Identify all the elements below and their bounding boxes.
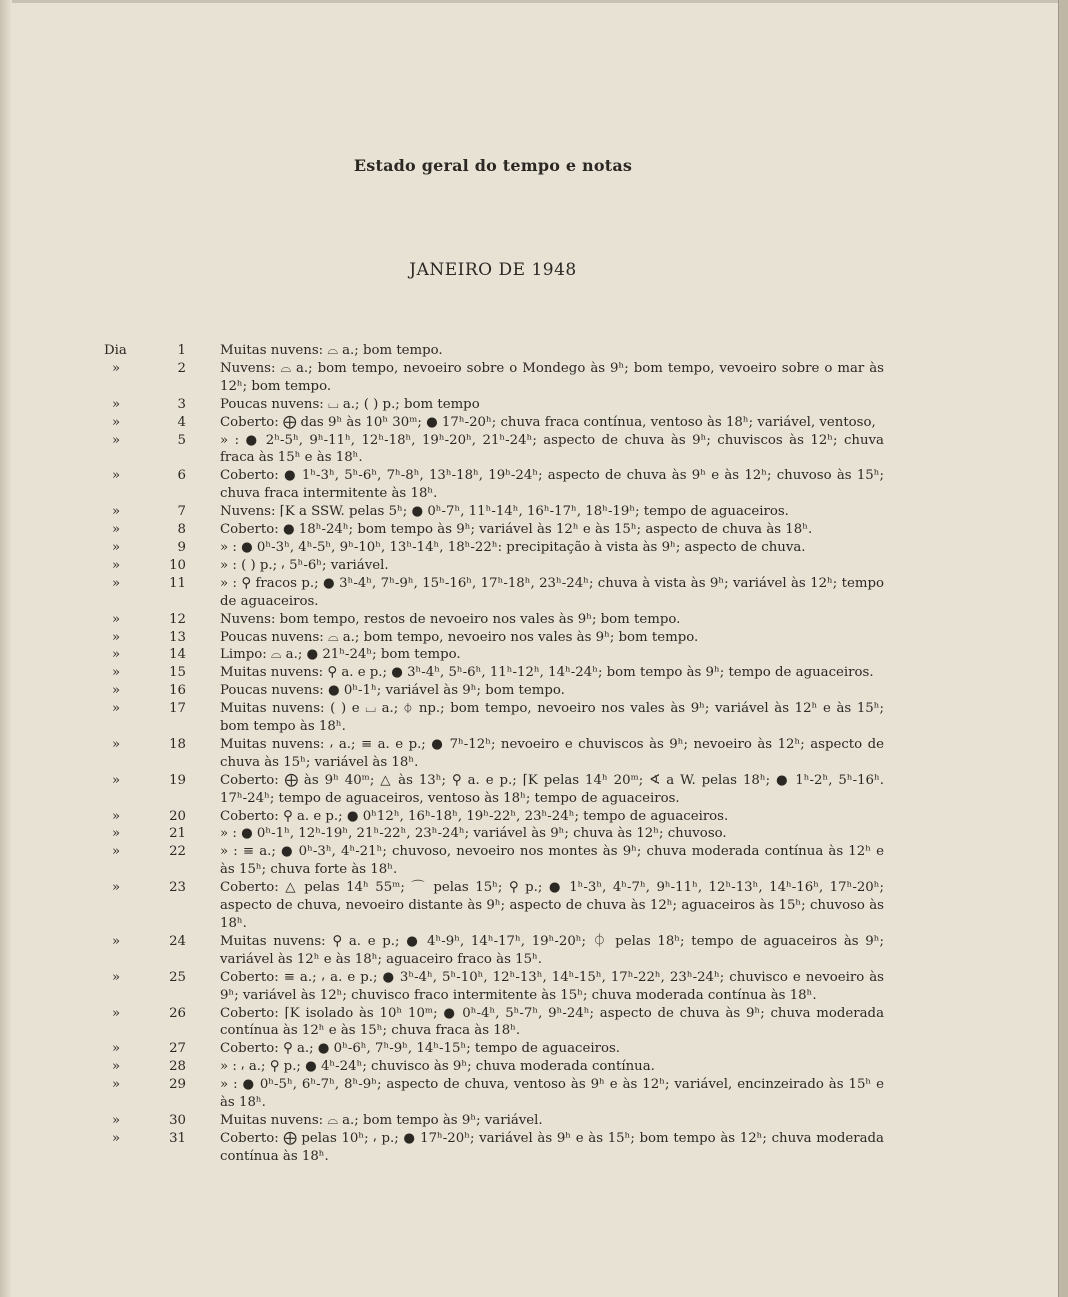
page-edge-top <box>0 0 1068 3</box>
day-entry <box>104 1076 884 1112</box>
day-weather-text: Muitas nuvens: ⚲ a. e p.; ● 3ʰ-4ʰ, 5ʰ-6ʰ, 11ʰ-12ʰ, 14ʰ-24ʰ; bom tempo às 9ʰ; tempo de aguaceiros. <box>220 665 874 681</box>
day-number: 20 <box>169 808 186 824</box>
day-entry <box>104 521 884 539</box>
day-entry <box>104 611 884 629</box>
ditto-mark: » <box>112 557 121 573</box>
day-weather-text: Muitas nuvens: ⌓ a.; bom tempo. <box>220 343 443 358</box>
day-weather-text: » : ● 2ʰ-5ʰ, 9ʰ-11ʰ, 12ʰ-18ʰ, 19ʰ-20ʰ, 21ʰ-24ʰ; aspecto de chuva às 9ʰ; chuviscos às 12ʰ; chuva fraca às 15ʰ e às 18ʰ. <box>220 432 884 466</box>
ditto-mark: » <box>112 1077 121 1093</box>
day-weather-text: » : ⚲ fracos p.; ● 3ʰ-4ʰ, 7ʰ-9ʰ, 15ʰ-16ʰ, 17ʰ-18ʰ, 23ʰ-24ʰ; chuva à vista às 9ʰ; variável às 12ʰ; tempo de aguaceiros. <box>220 575 884 609</box>
ditto-mark: » <box>112 629 121 645</box>
ditto-mark: » <box>112 504 121 520</box>
day-number: 10 <box>169 557 186 573</box>
day-number: 16 <box>169 683 186 699</box>
day-entry <box>104 808 884 826</box>
day-entry <box>104 575 884 611</box>
day-entry <box>104 414 884 432</box>
weather-entries <box>104 342 884 1166</box>
ditto-mark: » <box>112 522 121 538</box>
day-weather-text: Poucas nuvens: ⌓ a.; bom tempo, nevoeiro nos vales às 9ʰ; bom tempo. <box>220 629 699 645</box>
day-entry <box>104 736 884 772</box>
day-number: 21 <box>169 826 186 842</box>
day-weather-text: Coberto: ⨁ das 9ʰ às 10ʰ 30ᵐ; ● 17ʰ-20ʰ; chuva fraca contínua, ventoso às 18ʰ; variável, ventoso, <box>220 414 876 430</box>
day-number: 18 <box>169 736 186 752</box>
day-entry <box>104 629 884 647</box>
day-weather-text: Poucas nuvens: ⌴ a.; ( ) p.; bom tempo <box>220 396 480 412</box>
ditto-mark: » <box>112 683 121 699</box>
day-entry <box>104 342 884 360</box>
day-entry <box>104 1130 884 1166</box>
month-title: JANEIRO DE 1948 <box>409 260 577 280</box>
day-entry <box>104 843 884 879</box>
ditto-mark: » <box>112 736 121 752</box>
ditto-mark: » <box>112 1130 121 1146</box>
day-number: 30 <box>169 1112 186 1128</box>
day-number: 5 <box>177 432 186 448</box>
day-weather-text: Muitas nuvens: ⌓ a.; bom tempo às 9ʰ; variável. <box>220 1112 543 1128</box>
day-entry <box>104 396 884 414</box>
day-weather-text: Poucas nuvens: ● 0ʰ-1ʰ; variável às 9ʰ; bom tempo. <box>220 683 565 699</box>
day-weather-text: Nuvens: ⌓ a.; bom tempo, nevoeiro sobre o Mondego às 9ʰ; bom tempo, vevoeiro sobre o mar às 12ʰ; bom tempo. <box>220 360 884 394</box>
day-number: 19 <box>169 772 186 788</box>
day-number: 17 <box>169 701 186 717</box>
day-weather-text: » : ⸴ a.; ⚲ p.; ● 4ʰ-24ʰ; chuvisco às 9ʰ; chuva moderada contínua. <box>220 1059 655 1075</box>
day-number: 13 <box>169 629 186 645</box>
day-entry <box>104 825 884 843</box>
day-weather-text: Muitas nuvens: ⚲ a. e p.; ● 4ʰ-9ʰ, 14ʰ-17ʰ, 19ʰ-20ʰ; ⏀ pelas 18ʰ; tempo de aguaceiros às 9ʰ; variável às 12ʰ e às 18ʰ; aguaceiro fraco às 15ʰ. <box>220 933 884 967</box>
day-weather-text: Coberto: ⚲ a. e p.; ● 0ʰ12ʰ, 16ʰ-18ʰ, 19ʰ-22ʰ, 23ʰ-24ʰ; tempo de aguaceiros. <box>220 808 729 824</box>
day-weather-text: Coberto: ● 1ʰ-3ʰ, 5ʰ-6ʰ, 7ʰ-8ʰ, 13ʰ-18ʰ, 19ʰ-24ʰ; aspecto de chuva às 9ʰ e às 12ʰ; chuvoso às 15ʰ; chuva fraca intermitente às 18ʰ. <box>220 468 884 502</box>
day-weather-text: » : ● 0ʰ-3ʰ, 4ʰ-5ʰ, 9ʰ-10ʰ, 13ʰ-14ʰ, 18ʰ-22ʰ: precipitação à vista às 9ʰ; aspecto de chuva. <box>220 539 806 555</box>
ditto-mark: » <box>112 772 121 788</box>
day-weather-text: » : ● 0ʰ-5ʰ, 6ʰ-7ʰ, 8ʰ-9ʰ; aspecto de chuva, ventoso às 9ʰ e às 12ʰ; variável, encinzeirado às 15ʰ e às 18ʰ. <box>220 1077 884 1111</box>
day-number: 4 <box>177 414 186 430</box>
day-entry <box>104 969 884 1005</box>
ditto-mark: » <box>112 1059 121 1075</box>
day-entry <box>104 557 884 575</box>
day-weather-text: Nuvens: bom tempo, restos de nevoeiro nos vales às 9ʰ; bom tempo. <box>220 611 681 627</box>
day-weather-text: Muitas nuvens: ⸴ a.; ≡ a. e p.; ● 7ʰ-12ʰ; nevoeiro e chuviscos às 9ʰ; nevoeiro às 12ʰ; aspecto de chuva às 15ʰ; variável às 18ʰ. <box>220 736 884 770</box>
ditto-mark: » <box>112 647 121 663</box>
day-number: 31 <box>169 1130 186 1146</box>
day-weather-text: » : ● 0ʰ-1ʰ, 12ʰ-19ʰ, 21ʰ-22ʰ, 23ʰ-24ʰ; variável às 9ʰ; chuva às 12ʰ; chuvoso. <box>220 826 727 842</box>
page-edge-left <box>0 0 12 1297</box>
day-entry <box>104 360 884 396</box>
day-number: 24 <box>169 933 186 949</box>
day-weather-text: Coberto: ⨁ às 9ʰ 40ᵐ; △ às 13ʰ; ⚲ a. e p.; ⌈K pelas 14ʰ 20ᵐ; ∢ a W. pelas 18ʰ; ● 1ʰ-2ʰ, 5ʰ-16ʰ. 17ʰ-24ʰ; tempo de aguaceiros, ventoso às 18ʰ; tempo de aguaceiros. <box>220 772 884 806</box>
day-entry <box>104 879 884 933</box>
day-number: 28 <box>169 1059 186 1075</box>
day-entry <box>104 646 884 664</box>
page-edge-right <box>1058 0 1068 1297</box>
day-weather-text: Coberto: ≡ a.; ⸴ a. e p.; ● 3ʰ-4ʰ, 5ʰ-10ʰ, 12ʰ-13ʰ, 14ʰ-15ʰ, 17ʰ-22ʰ, 23ʰ-24ʰ; chuvisco e nevoeiro às 9ʰ; variável às 12ʰ; chuvisco fraco intermitente às 15ʰ; chuva moderada contínua às 18ʰ. <box>220 969 884 1003</box>
day-weather-text: » : ( ) p.; ⸴ 5ʰ-6ʰ; variável. <box>220 557 389 573</box>
day-weather-text: Coberto: ● 18ʰ-24ʰ; bom tempo às 9ʰ; variável às 12ʰ e às 15ʰ; aspecto de chuva às 18ʰ. <box>220 522 813 538</box>
day-weather-text: Muitas nuvens: ( ) e ⌴ a.; ⏀ np.; bom tempo, nevoeiro nos vales às 9ʰ; variável às 12ʰ e às 15ʰ; bom tempo às 18ʰ. <box>220 701 884 735</box>
ditto-mark: » <box>112 701 121 717</box>
ditto-mark: » <box>112 969 121 985</box>
ditto-mark: » <box>112 808 121 824</box>
day-entry <box>104 539 884 557</box>
ditto-mark: » <box>112 826 121 842</box>
day-entry <box>104 1112 884 1130</box>
day-number: 8 <box>177 522 186 538</box>
ditto-mark: » <box>112 468 121 484</box>
ditto-mark: » <box>112 432 121 448</box>
ditto-mark: » <box>112 933 121 949</box>
day-number: 2 <box>177 360 186 376</box>
day-number: 7 <box>177 504 186 520</box>
day-entry <box>104 1040 884 1058</box>
day-entry <box>104 664 884 682</box>
day-number: 27 <box>169 1041 186 1057</box>
ditto-mark: » <box>112 844 121 860</box>
day-number: 11 <box>169 575 186 591</box>
day-number: 6 <box>177 468 186 484</box>
day-number: 25 <box>169 969 186 985</box>
day-number: 22 <box>169 844 186 860</box>
ditto-mark: » <box>112 611 121 627</box>
day-entry <box>104 682 884 700</box>
day-number: 12 <box>169 611 186 627</box>
day-number: 26 <box>169 1005 186 1021</box>
day-weather-text: Limpo: ⌓ a.; ● 21ʰ-24ʰ; bom tempo. <box>220 647 461 663</box>
dia-label: Dia <box>104 343 127 358</box>
ditto-mark: » <box>112 880 121 896</box>
ditto-mark: » <box>112 665 121 681</box>
day-entry <box>104 1058 884 1076</box>
day-weather-text: » : ≡ a.; ● 0ʰ-3ʰ, 4ʰ-21ʰ; chuvoso, nevoeiro nos montes às 9ʰ; chuva moderada contínua às 12ʰ e às 15ʰ; chuva forte às 18ʰ. <box>220 844 884 878</box>
ditto-mark: » <box>112 1112 121 1128</box>
day-weather-text: Coberto: △ pelas 14ʰ 55ᵐ; ⌒ pelas 15ʰ; ⚲ p.; ● 1ʰ-3ʰ, 4ʰ-7ʰ, 9ʰ-11ʰ, 12ʰ-13ʰ, 14ʰ-16ʰ, 17ʰ-20ʰ; aspecto de chuva, nevoeiro distante às 9ʰ; aspecto de chuva às 12ʰ; aguaceiros às 15ʰ; chuvoso às 18ʰ. <box>220 880 884 931</box>
day-weather-text: Coberto: ⌈K isolado às 10ʰ 10ᵐ; ● 0ʰ-4ʰ, 5ʰ-7ʰ, 9ʰ-24ʰ; aspecto de chuva às 9ʰ; chuva moderada contínua às 12ʰ e às 15ʰ; chuva fraca às 18ʰ. <box>220 1005 884 1039</box>
ditto-mark: » <box>112 575 121 591</box>
day-entry <box>104 772 884 808</box>
day-number: 3 <box>177 396 186 412</box>
ditto-mark: » <box>112 396 121 412</box>
day-number: 14 <box>169 647 186 663</box>
day-entry <box>104 503 884 521</box>
day-number: 29 <box>169 1077 186 1093</box>
ditto-mark: » <box>112 539 121 555</box>
day-weather-text: Coberto: ⨁ pelas 10ʰ; ⸴ p.; ● 17ʰ-20ʰ; variável às 9ʰ e às 15ʰ; bom tempo às 12ʰ; chuva moderada contínua às 18ʰ. <box>220 1130 884 1164</box>
day-number: 1 <box>177 343 186 358</box>
day-number: 9 <box>177 539 186 555</box>
day-entry <box>104 933 884 969</box>
ditto-mark: » <box>112 360 121 376</box>
day-weather-text: Nuvens: ⌈K a SSW. pelas 5ʰ; ● 0ʰ-7ʰ, 11ʰ-14ʰ, 16ʰ-17ʰ, 18ʰ-19ʰ; tempo de aguaceiros. <box>220 504 789 520</box>
day-weather-text: Coberto: ⚲ a.; ● 0ʰ-6ʰ, 7ʰ-9ʰ, 14ʰ-15ʰ; tempo de aguaceiros. <box>220 1041 620 1057</box>
day-entry <box>104 700 884 736</box>
day-number: 23 <box>169 880 186 896</box>
ditto-mark: » <box>112 1041 121 1057</box>
day-entry <box>104 432 884 468</box>
document-title: Estado geral do tempo e notas <box>353 156 633 175</box>
ditto-mark: » <box>112 1005 121 1021</box>
ditto-mark: » <box>112 414 121 430</box>
day-entry <box>104 1005 884 1041</box>
day-number: 15 <box>169 665 186 681</box>
day-entry <box>104 467 884 503</box>
